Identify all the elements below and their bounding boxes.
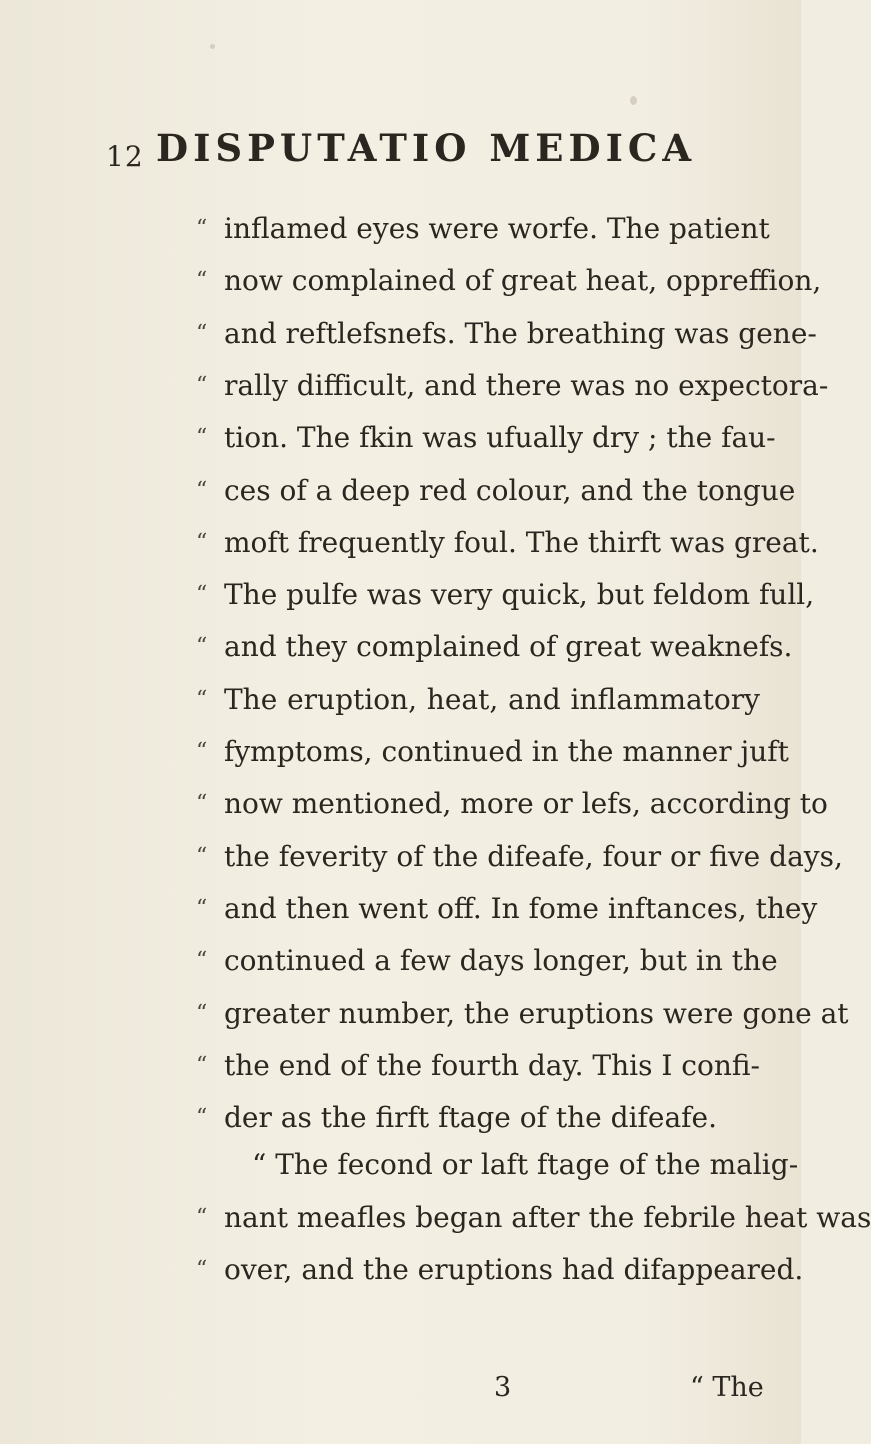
quotation-mark: “ <box>196 1001 208 1026</box>
signature-mark: 3 <box>494 1372 512 1403</box>
text-line <box>0 1253 804 1303</box>
quotation-mark: “ <box>196 844 208 869</box>
text-line <box>0 421 801 471</box>
quotation-mark: “ <box>196 1053 208 1078</box>
quotation-mark: “ <box>196 739 208 764</box>
text-line <box>0 944 801 994</box>
line-text: “ The fecond or laft ftage of the malig- <box>252 1148 799 1181</box>
text-line <box>0 630 801 680</box>
quotation-mark: “ <box>196 687 208 712</box>
line-text: continued a few days longer, but in the <box>224 944 778 977</box>
quotation-mark: “ <box>196 634 208 659</box>
line-text: nant meafles began after the febrile heat was <box>224 1201 871 1234</box>
text-line <box>0 212 801 262</box>
text-line <box>0 1101 801 1151</box>
text-line <box>0 787 828 837</box>
text-line <box>0 264 822 314</box>
text-line <box>0 578 815 628</box>
line-text: and reftlefsnefs. The breathing was gene- <box>224 317 817 350</box>
page-header <box>106 126 746 176</box>
line-text: the feverity of the difeafe, four or five days, <box>224 840 843 873</box>
text-line <box>0 317 817 367</box>
text-line <box>0 892 818 942</box>
line-text: now mentioned, more or lefs, according to <box>224 787 828 820</box>
quotation-mark: “ <box>196 530 208 555</box>
text-line <box>0 526 819 576</box>
line-text: inflamed eyes were worfe. The patient <box>224 212 770 245</box>
paper-blemish <box>210 44 215 49</box>
quotation-mark: “ <box>196 582 208 607</box>
quotation-mark: “ <box>196 1205 208 1230</box>
quotation-mark: “ <box>196 896 208 921</box>
quotation-mark: “ <box>196 1257 208 1282</box>
line-text: and they complained of great weaknefs. <box>224 630 793 663</box>
line-text: der as the firft ftage of the difeafe. <box>224 1101 717 1134</box>
line-text: moft frequently foul. The thirft was great. <box>224 526 819 559</box>
running-title: DISPUTATIO MEDICA <box>156 126 697 170</box>
text-line <box>0 1201 871 1251</box>
line-text: ces of a deep red colour, and the tongue <box>224 474 796 507</box>
quotation-mark: “ <box>196 791 208 816</box>
text-line <box>0 997 849 1047</box>
line-text: rally difficult, and there was no expectora- <box>224 369 829 402</box>
line-text: tion. The fkin was ufually dry ; the fau- <box>224 421 776 454</box>
text-line <box>0 369 829 419</box>
text-line <box>0 474 801 524</box>
line-text: The eruption, heat, and inflammatory <box>224 683 760 716</box>
quotation-mark: “ <box>196 216 208 241</box>
quotation-mark: “ <box>196 268 208 293</box>
text-line <box>0 735 801 785</box>
text-line <box>0 1049 801 1099</box>
quotation-mark: “ <box>196 1105 208 1130</box>
paper-blemish <box>630 96 637 105</box>
line-text: and then went off. In fome inftances, they <box>224 892 818 925</box>
text-line <box>0 840 843 890</box>
line-text: the end of the fourth day. This I confi- <box>224 1049 761 1082</box>
quotation-mark: “ <box>196 948 208 973</box>
line-text: over, and the eruptions had difappeared. <box>224 1253 804 1286</box>
text-line <box>0 1148 801 1198</box>
quotation-mark: “ <box>196 373 208 398</box>
quotation-mark: “ <box>196 478 208 503</box>
quotation-mark: “ <box>196 321 208 346</box>
catchword: “ The <box>690 1372 764 1403</box>
page-number: 12 <box>106 140 144 173</box>
line-text: The pulfe was very quick, but feldom full, <box>224 578 815 611</box>
line-text: fymptoms, continued in the manner juft <box>224 735 789 768</box>
quotation-mark: “ <box>196 425 208 450</box>
text-line <box>0 683 801 733</box>
line-text: now complained of great heat, oppreffion, <box>224 264 822 297</box>
line-text: greater number, the eruptions were gone at <box>224 997 849 1030</box>
